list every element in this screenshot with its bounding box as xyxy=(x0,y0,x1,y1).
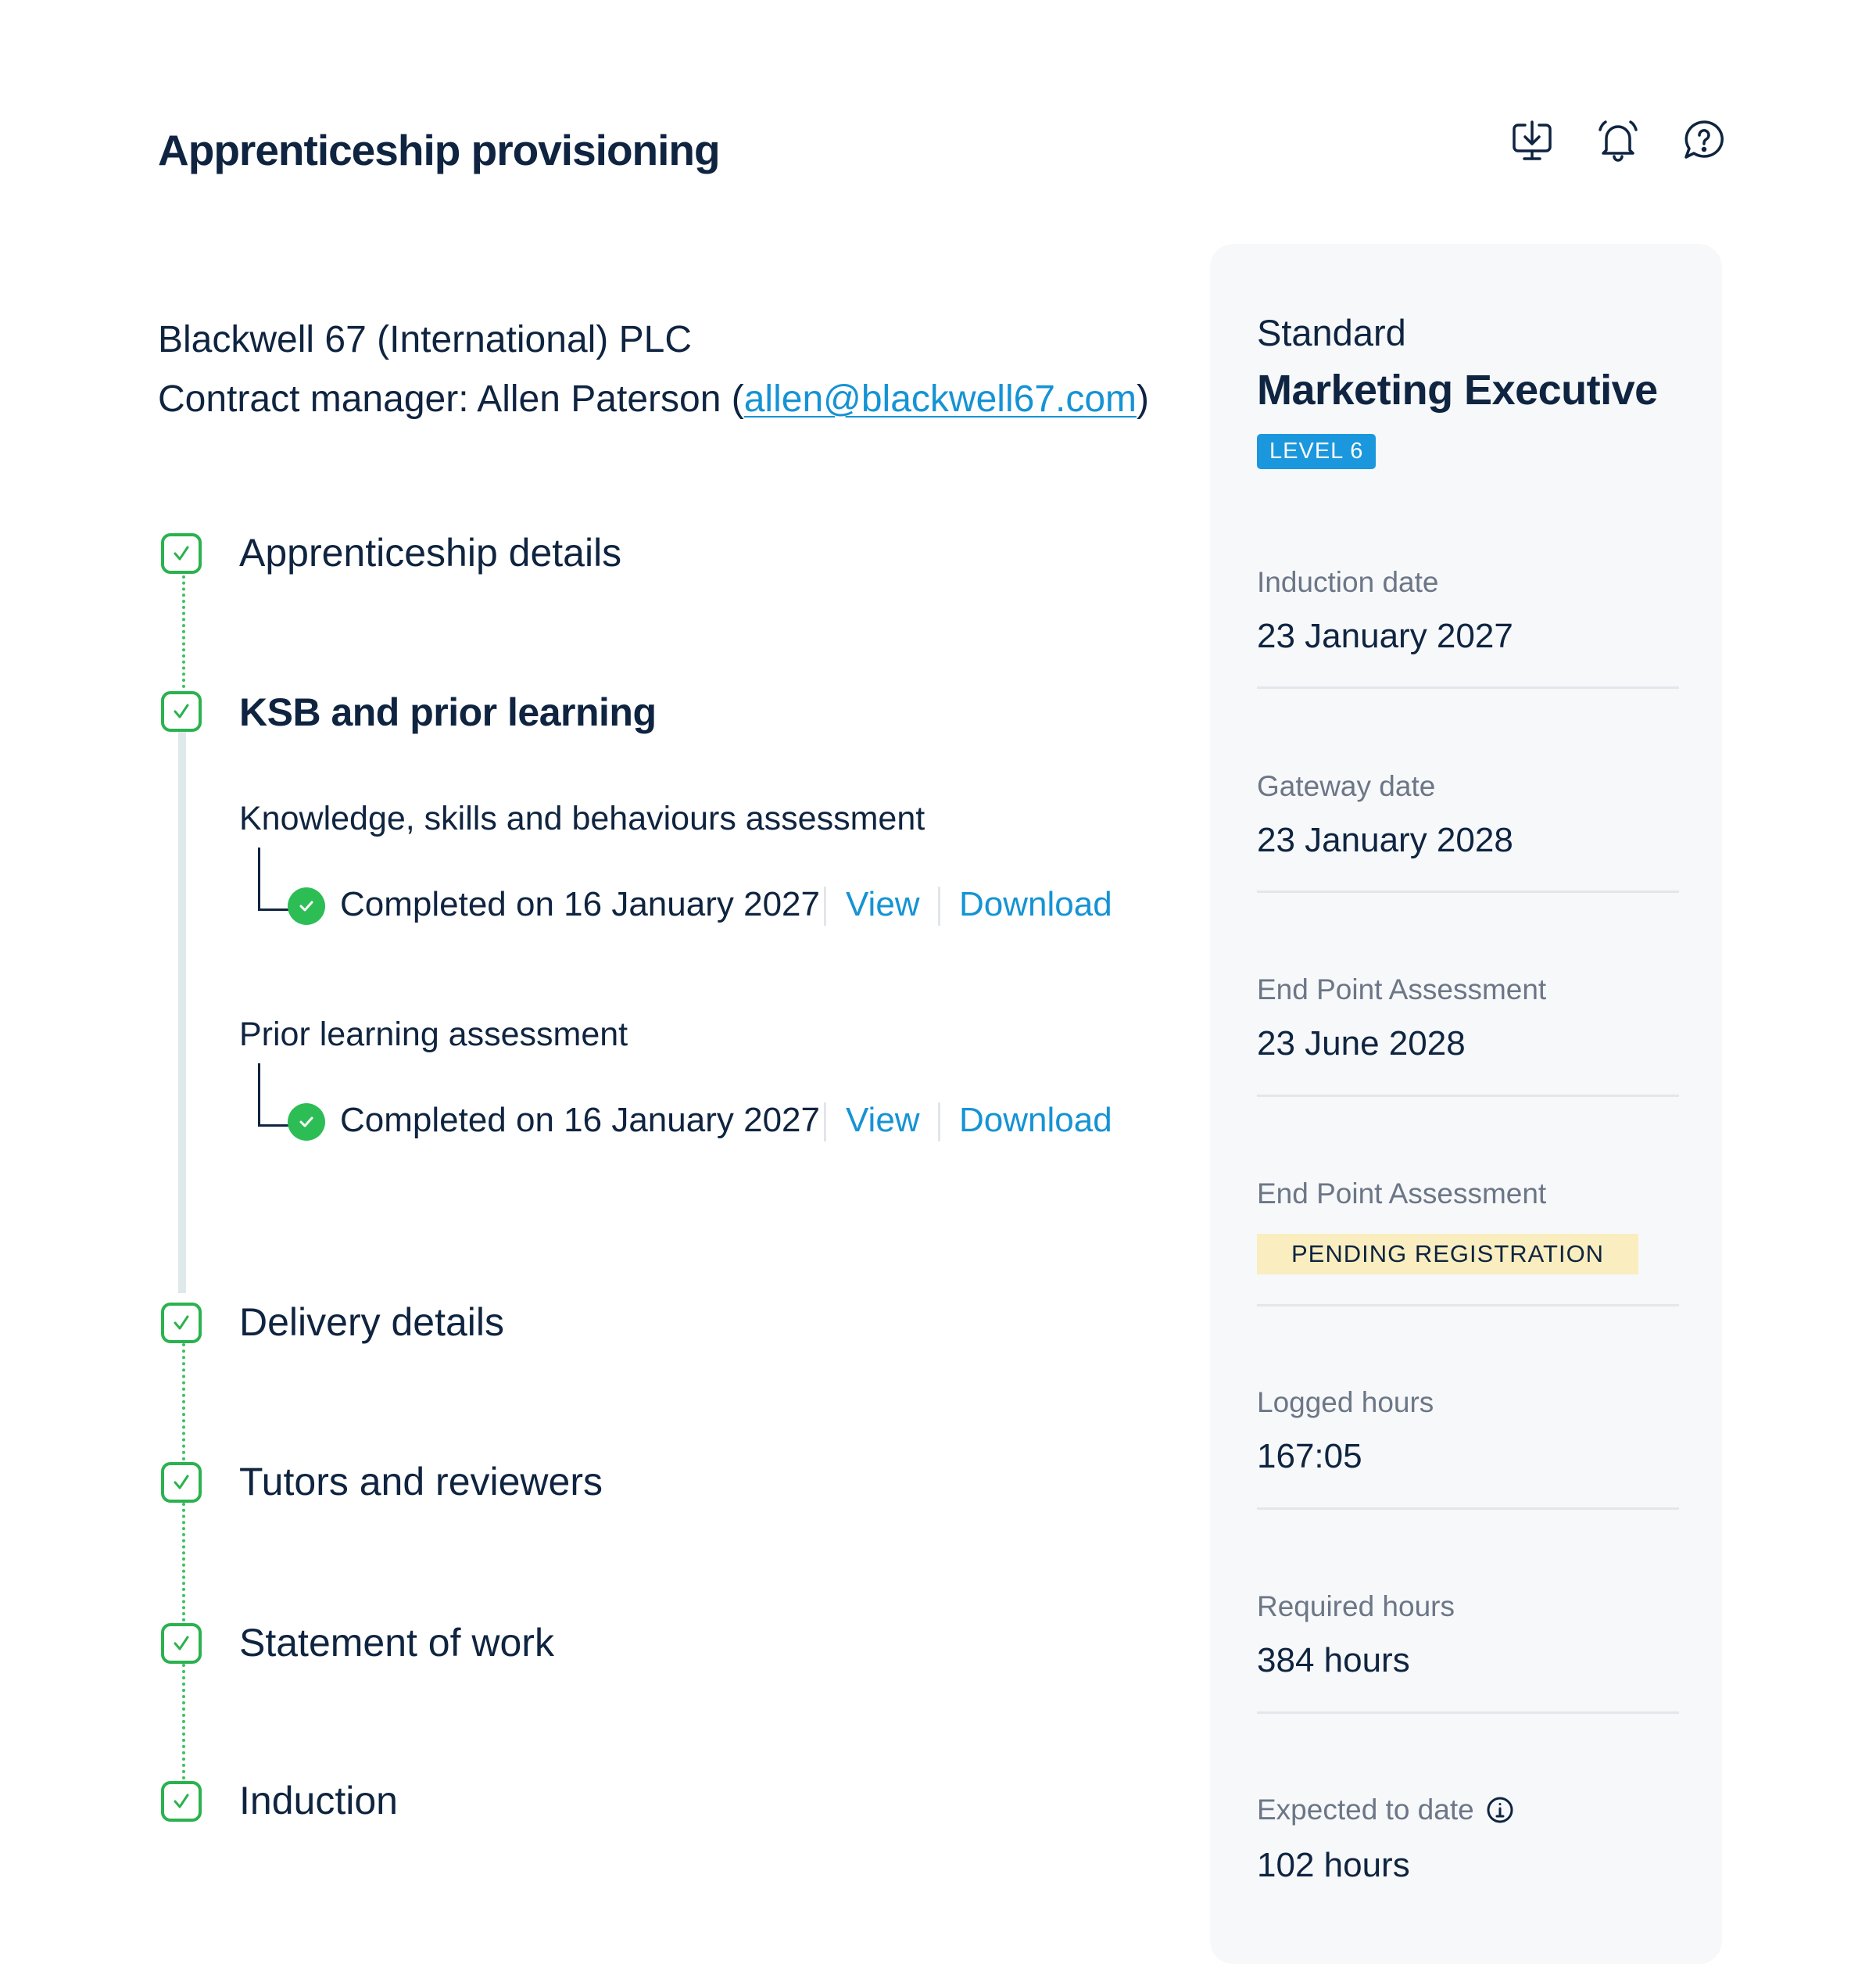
help-chat-icon[interactable] xyxy=(1681,117,1727,164)
contract-manager-label: Contract manager: Allen Paterson ( xyxy=(158,378,744,420)
epa-date-value: 23 June 2028 xyxy=(1257,1024,1466,1063)
level-badge: LEVEL 6 xyxy=(1257,434,1376,469)
divider xyxy=(938,1102,940,1141)
info-icon[interactable] xyxy=(1485,1795,1515,1825)
logged-hours-label: Logged hours xyxy=(1257,1386,1434,1418)
step-delivery-details[interactable]: Delivery details xyxy=(239,1300,505,1344)
timeline-connector xyxy=(182,1503,185,1622)
step-check-icon xyxy=(161,691,202,732)
organisation-info xyxy=(158,310,1149,429)
epa-status-label: End Point Assessment xyxy=(1257,1177,1547,1210)
timeline-connector-active xyxy=(178,732,186,1293)
step-tutors-reviewers[interactable]: Tutors and reviewers xyxy=(239,1460,603,1503)
view-link[interactable]: View xyxy=(846,1101,920,1139)
contract-manager xyxy=(158,370,1149,429)
divider xyxy=(824,1102,826,1141)
page-title: Apprenticeship provisioning xyxy=(158,126,720,174)
divider xyxy=(1257,1507,1679,1510)
step-check-icon xyxy=(161,533,202,574)
required-hours-value: 384 hours xyxy=(1257,1641,1410,1679)
divider xyxy=(1257,1711,1679,1714)
divider xyxy=(1257,686,1679,689)
summary-panel xyxy=(1210,244,1722,1964)
required-hours-label: Required hours xyxy=(1257,1590,1455,1622)
prior-learning-title: Prior learning assessment xyxy=(239,1016,628,1053)
step-apprenticeship-details[interactable]: Apprenticeship details xyxy=(239,531,622,575)
download-link[interactable]: Download xyxy=(959,1101,1112,1139)
timeline-connector xyxy=(182,575,185,688)
timeline-connector xyxy=(182,1343,185,1460)
expected-to-date-label: Expected to date xyxy=(1257,1794,1474,1826)
ksb-assessment-title: Knowledge, skills and behaviours assessment xyxy=(239,800,925,837)
divider xyxy=(1257,891,1679,893)
divider xyxy=(938,887,940,926)
pending-registration-badge: PENDING REGISTRATION xyxy=(1257,1234,1638,1274)
completed-status: Completed on 16 January 2027 xyxy=(340,885,820,923)
standard-label: Standard xyxy=(1257,312,1406,353)
timeline-connector xyxy=(182,1664,185,1779)
step-check-icon xyxy=(161,1623,202,1664)
divider xyxy=(1257,1304,1679,1306)
standard-title: Marketing Executive xyxy=(1257,367,1658,414)
logged-hours-value: 167:05 xyxy=(1257,1437,1362,1475)
completed-check-icon xyxy=(288,1103,325,1141)
induction-date-value: 23 January 2027 xyxy=(1257,617,1513,655)
manager-email-link[interactable]: allen@blackwell67.com xyxy=(743,378,1137,420)
divider xyxy=(824,887,826,926)
step-induction[interactable]: Induction xyxy=(239,1779,398,1822)
completed-status: Completed on 16 January 2027 xyxy=(340,1101,820,1139)
step-check-icon xyxy=(161,1462,202,1503)
step-statement-of-work[interactable]: Statement of work xyxy=(239,1621,554,1665)
contract-manager-suffix: ) xyxy=(1137,378,1149,420)
expected-to-date-value: 102 hours xyxy=(1257,1846,1410,1884)
gateway-date-label: Gateway date xyxy=(1257,770,1436,802)
download-link[interactable]: Download xyxy=(959,885,1112,923)
induction-date-label: Induction date xyxy=(1257,566,1439,598)
view-link[interactable]: View xyxy=(846,885,920,923)
epa-date-label: End Point Assessment xyxy=(1257,973,1547,1005)
organisation-name: Blackwell 67 (International) PLC xyxy=(158,319,692,360)
expected-to-date-row xyxy=(1257,1794,1515,1826)
step-check-icon xyxy=(161,1303,202,1343)
gateway-date-value: 23 January 2028 xyxy=(1257,821,1513,859)
download-icon[interactable] xyxy=(1509,117,1556,164)
tree-connector xyxy=(258,848,290,911)
step-check-icon xyxy=(161,1781,202,1822)
completed-check-icon xyxy=(288,887,325,925)
header-actions xyxy=(1509,117,1727,164)
tree-connector xyxy=(258,1063,290,1127)
step-ksb-prior-learning[interactable]: KSB and prior learning xyxy=(239,690,657,734)
divider xyxy=(1257,1095,1679,1097)
bell-icon[interactable] xyxy=(1595,117,1642,164)
